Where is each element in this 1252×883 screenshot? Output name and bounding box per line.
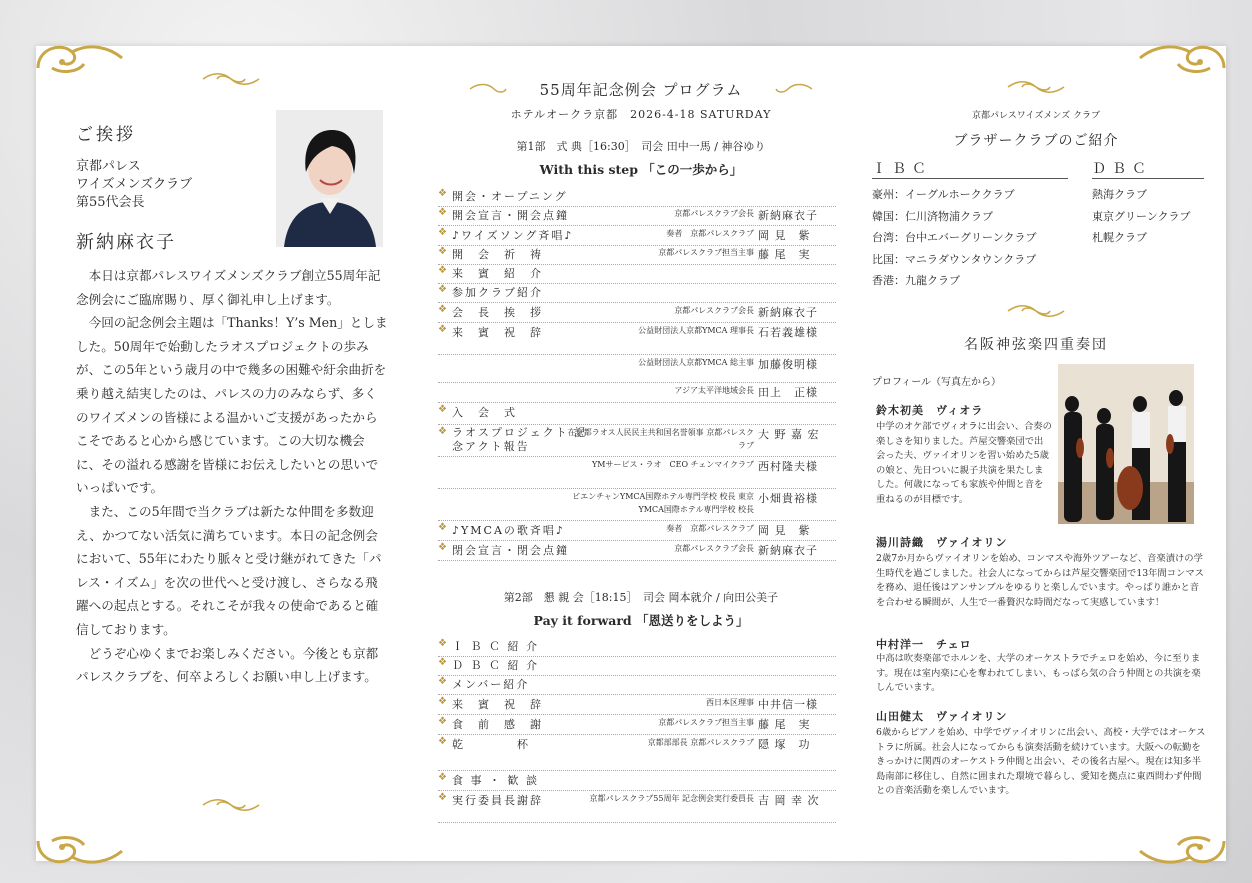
member-bio: 2歳7か月からヴァイオリンを始め、コンマスや海外ツアーなど、音楽漬けの学生時代を過ごしました。社会人になってからは芦屋交響楽団で13年間コンマスを務め、退任後はアンサンブルをゆるりと楽しんでいます。やっぱり誰かと音を合わせる瞬間が、人生で一番贅沢な時間だなって実感しています！: [876, 553, 1204, 608]
program-item: ♪YMCAの歌斉唱♪: [452, 524, 565, 537]
program-person: 藤 尾 実: [758, 248, 811, 261]
bullet-icon: ❖: [438, 188, 447, 199]
program-person: 小畑貴裕様: [758, 492, 818, 505]
greeting-paragraph: どうぞ心ゆくまでお楽しみください。今後とも京都パレスクラブを、何卒よろしくお願い申し上げます。: [76, 645, 379, 685]
quartet-title: 名阪神弦楽四重奏団: [964, 337, 1108, 353]
list-item: 豪州：イーグルホーククラブ: [872, 188, 1015, 201]
flourish-right-top: [1006, 80, 1066, 94]
program-item: 食 前 感 謝: [452, 718, 543, 731]
program-subtitle: ホテルオークラ京都 2026-4-18 SATURDAY: [510, 108, 772, 121]
program-row: [438, 458, 836, 489]
program-row: [438, 676, 836, 695]
bullet-icon: ❖: [438, 246, 447, 257]
program-row: [438, 426, 836, 457]
program-row: [438, 696, 836, 715]
brother-clubs-small-title: 京都パレスワイズメンズ クラブ: [972, 111, 1100, 121]
bullet-icon: ❖: [438, 265, 447, 276]
program-role: 京都パレスクラブ会長: [674, 306, 754, 315]
bullet-icon: ❖: [438, 304, 447, 315]
bullet-icon: ❖: [438, 657, 447, 668]
flourish-left-bottom: [201, 798, 261, 812]
bullet-icon: ❖: [438, 207, 447, 218]
program-item: 実行委員長謝辞: [452, 794, 543, 807]
program-person: 加藤俊明様: [758, 358, 818, 371]
bullet-icon: ❖: [438, 736, 447, 747]
program-item: 乾 杯: [452, 738, 530, 751]
dbc-header: ＤＢＣ: [1092, 158, 1204, 179]
program-role: ビエンチャンYMCA国際ホテル専門学校 校長 東京YMCA国際ホテル専門学校 校長: [572, 492, 754, 514]
program-role: 奏者 京都パレスクラブ: [666, 524, 754, 533]
program-row: [438, 188, 836, 207]
program-person: 西村隆夫様: [758, 460, 818, 473]
flourish-right-middle: [1006, 304, 1066, 318]
program-person: 藤 尾 実: [758, 718, 811, 731]
president-photo: [276, 110, 383, 247]
bullet-icon: ❖: [438, 522, 447, 533]
list-item: 韓国：仁川済物浦クラブ: [872, 209, 993, 223]
corner-ornament-bottom-right: [1134, 831, 1230, 871]
program-role: 公益財団法人京都YMCA 総主事: [638, 358, 754, 367]
program-row: [438, 522, 836, 541]
program-row: [438, 542, 836, 561]
program-row: [438, 736, 836, 771]
org-line: 京都パレス: [76, 159, 141, 174]
program-person: 岡 見 紫: [758, 524, 811, 537]
bullet-icon: ❖: [438, 426, 447, 437]
program-item: 開会・オープニング: [452, 190, 568, 203]
program-role: 京都パレスクラブ担当主事: [658, 718, 754, 727]
list-item: 香港：九龍クラブ: [872, 274, 960, 287]
program-row: [438, 265, 836, 284]
program-person: 岡 見 紫: [758, 229, 811, 242]
bullet-icon: ❖: [438, 638, 447, 649]
greeting-paragraph: 本日は京都パレスワイズメンズクラブ創立55周年記念例会にご臨席賜り、厚く御礼申し上げます。: [76, 268, 381, 307]
program-item: 閉会宣言・閉会点鐘: [452, 544, 569, 557]
bullet-icon: ❖: [438, 792, 447, 803]
corner-ornament-top-left: [32, 38, 128, 78]
program-item: 開 会 祈 祷: [452, 248, 543, 261]
program-item: ♪ワイズソング斉唱♪: [452, 229, 574, 242]
org-line: 第55代会長: [76, 195, 145, 210]
program-role: 公益財団法人京都YMCA 理事長: [638, 326, 754, 335]
program-person: 新納麻衣子: [758, 209, 818, 222]
bullet-icon: ❖: [438, 716, 447, 727]
bullet-icon: ❖: [438, 324, 447, 335]
program-role: YMサービス・ラオ CEO チェンマイクラブ: [592, 460, 754, 469]
program-item: 食 事 ・ 歓 談: [452, 774, 539, 787]
program-item: 開会宣言・開会点鐘: [452, 209, 569, 222]
program-role: 京都部部長 京都パレスクラブ: [647, 738, 754, 747]
program-role: 京都パレスクラブ会長: [674, 544, 754, 553]
profile-label: プロフィール（写真左から）: [872, 377, 1001, 388]
program-person: 隠 塚 功: [758, 738, 811, 751]
list-item: 東京グリーンクラブ: [1092, 209, 1191, 223]
program-row: [438, 490, 836, 521]
brother-clubs-title: ブラザークラブのご紹介: [953, 133, 1119, 149]
greeting-title: ご挨拶: [76, 125, 136, 145]
program-person: 新納麻衣子: [758, 544, 818, 557]
bullet-icon: ❖: [438, 676, 447, 687]
program-role: 京都パレスクラブ会長: [674, 209, 754, 218]
program-row: [438, 772, 836, 791]
member-name: 山田健太 ヴァイオリン: [876, 710, 1008, 723]
greeting-paragraph: 今回の記念例会主題は「Thanks！Y’s Men」としました。50周年で始動したラオスプロジェクトの歩みが、この5年という歳月の中で幾多の困難や紆余曲折を乗り越え結実したのは、パレスの力のみならず、多くのワイズメンの皆様による温かいご支援があったからこそであると心から感じています。この大切な機会に、その溢れる感謝を皆様にお伝えしたいとの思いでいっぱいです。: [76, 315, 388, 496]
ibc-list: [872, 184, 1037, 292]
member-name: 湯川詩織 ヴァイオリン: [876, 536, 1008, 549]
organization-block: [76, 158, 192, 212]
part2-theme: Pay it forward 「恩送りをしよう」: [533, 613, 749, 628]
bullet-icon: ❖: [438, 772, 447, 783]
part1-header: 第1部 式 典［16:30］ 司会 田中一馬 / 神谷ゆり: [516, 140, 766, 153]
member-bio: 6歳からピアノを始め、中学でヴァイオリンに出会い、高校・大学ではオーケストラに所属。社会人になってからも演奏活動を続けています。大阪への転勤をきっかけに関西のオーケストラ仲間と出会い、その後名古屋へ。現在は知多半島南部に移住し、自然に囲まれた環境で暮らし、愛知を拠点に東西問わず仲間との音楽活動を楽しんでいます。: [876, 727, 1206, 797]
ibc-header: ＩＢＣ: [872, 158, 1068, 179]
program-row: [438, 227, 836, 246]
program-item: Ｄ Ｂ Ｃ 紹 介: [452, 659, 539, 672]
bullet-icon: ❖: [438, 696, 447, 707]
program-item: Ｉ Ｂ Ｃ 紹 介: [452, 640, 539, 653]
program-item: 来 賓 紹 介: [452, 267, 543, 280]
program-item: ラオスプロジェクト 記念アクト報告: [452, 426, 588, 453]
program-row: [438, 404, 836, 425]
program-row: [438, 324, 836, 355]
member-name: 鈴木初美 ヴィオラ: [876, 404, 984, 417]
program-row: [438, 638, 836, 657]
program-person: 吉 岡 幸 次: [758, 794, 820, 807]
program-item: 会 長 挨 拶: [452, 306, 543, 319]
corner-ornament-bottom-left: [32, 831, 128, 871]
program-item: 参加クラブ紹介: [452, 286, 543, 299]
flourish-left-top: [201, 72, 261, 86]
member-bio: 中学のオケ部でヴィオラに出会い、合奏の楽しさを知りました。芦屋交響楽団で出会った夫、ヴァイオリンを習い始めた5歳の娘と、先日ついに親子共演を果たしました。何歳になっても家族や仲間と音を重ねるのが目標です。: [876, 421, 1052, 505]
greeting-paragraph: また、この5年間で当クラブは新たな仲間を多数迎え、かつてない活気に満ちています。本日の記念例会において、55年にわたり脈々と受け継がれてきた「パレス・イズム」を次の世代へと受け渡し、さらなる飛躍への起点とする。それこそが我々の使命であると確信しております。: [76, 503, 382, 637]
part1-theme: With this step 「この一歩から」: [539, 162, 743, 177]
program-role: 京都パレスクラブ担当主事: [658, 248, 754, 257]
program-item: メンバー紹介: [452, 678, 530, 691]
program-person: 中井信一様: [758, 698, 818, 711]
list-item: 台湾：台中エバーグリーンクラブ: [872, 231, 1037, 244]
program-row: [438, 716, 836, 735]
program-role: 在京都ラオス人民民主共和国名誉領事 京都パレスクラブ: [567, 428, 754, 450]
program-row: [438, 657, 836, 676]
program-person: 石若義雄様: [758, 326, 818, 339]
program-role: 西日本区理事: [706, 698, 754, 707]
program-item: 来 賓 祝 辞: [452, 698, 543, 711]
bullet-icon: ❖: [438, 542, 447, 553]
program-person: 大 野 嘉 宏: [758, 428, 820, 441]
program-row: [438, 384, 836, 403]
program-item: 来 賓 祝 辞: [452, 326, 543, 339]
bullet-icon: ❖: [438, 227, 447, 238]
member-name: 中村洋一 チェロ: [876, 638, 972, 651]
program-role: 京都パレスクラブ55周年 記念例会実行委員長: [589, 794, 754, 803]
list-item: 熱海クラブ: [1092, 188, 1147, 201]
program-row: [438, 207, 836, 226]
member-bio: 中高は吹奏楽部でホルンを、大学のオーケストラでチェロを始め、今に至ります。現在は室内楽に心を奪われてしまい、もっぱら気の合う仲間との共演を楽しんでいます。: [876, 653, 1201, 694]
dbc-list: [1092, 184, 1191, 249]
program-row: [438, 792, 836, 823]
program-sheet: [36, 46, 1226, 861]
greeting-message: [76, 264, 388, 689]
list-item: 比国：マニラダウンタウンクラブ: [872, 252, 1037, 266]
part2-header: 第2部 懇 親 会［18:15］ 司会 岡本就介 / 向田公美子: [503, 591, 779, 604]
program-row: [438, 356, 836, 383]
program-item: 入 会 式: [452, 406, 517, 419]
program-title: 55周年記念例会 プログラム: [539, 81, 743, 99]
org-line: ワイズメンズクラブ: [76, 177, 193, 192]
program-person: 田上 正様: [758, 386, 818, 399]
program-role: アジア太平洋地域会長: [674, 386, 754, 395]
quartet-photo: [1058, 364, 1194, 524]
program-row: [438, 304, 836, 323]
bullet-icon: ❖: [438, 404, 447, 415]
program-role: 奏者 京都パレスクラブ: [666, 229, 754, 238]
president-name: 新納麻衣子: [76, 232, 176, 253]
program-row: [438, 246, 836, 265]
list-item: 札幌クラブ: [1092, 231, 1147, 244]
corner-ornament-top-right: [1134, 38, 1230, 78]
program-row: [438, 284, 836, 303]
bullet-icon: ❖: [438, 284, 447, 295]
program-person: 新納麻衣子: [758, 306, 818, 319]
